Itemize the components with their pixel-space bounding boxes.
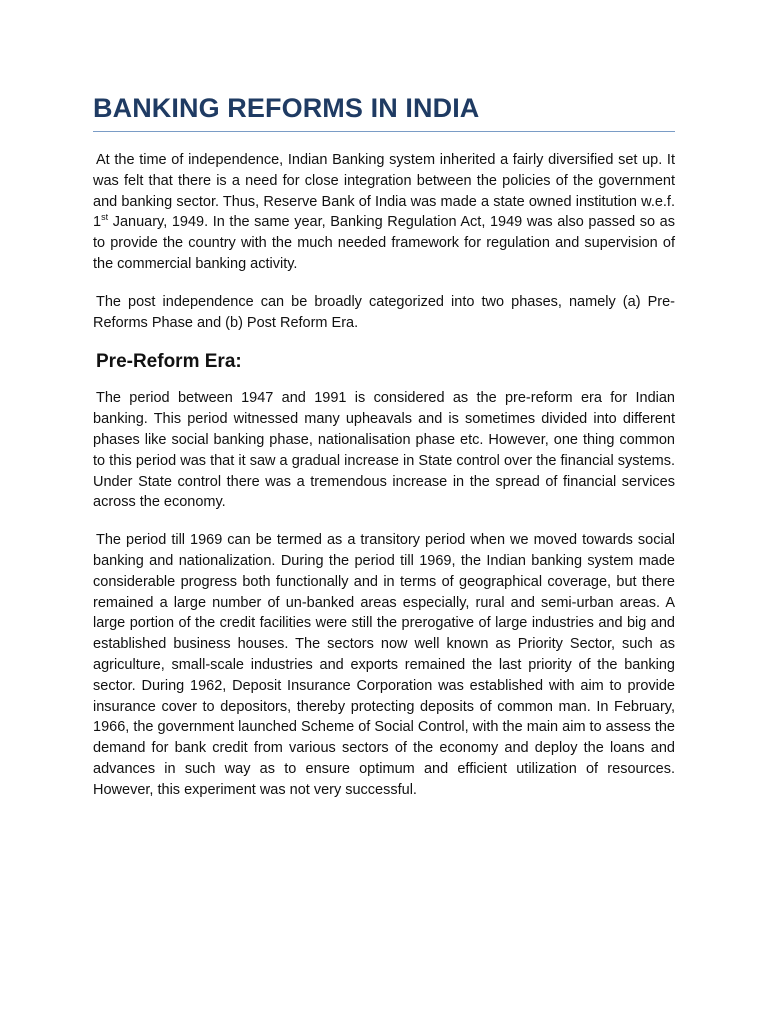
paragraph-text-continued: January, 1949. In the same year, Banking Regulation Act, 1949 was also passed so as to provide the country with the much needed framework for regulation and supervision of the commercial banking activity. [93, 214, 675, 272]
ordinal-superscript: st [101, 212, 109, 223]
section-heading-pre-reform: Pre-Reform Era: [96, 351, 242, 373]
page-title: BANKING REFORMS IN INDIA [93, 88, 675, 132]
paragraph-transitory-period: The period till 1969 can be termed as a transitory period when we moved towards social banking and nationalization. During the period till 1969, the Indian banking system made considerable progress both functionally and in terms of geographical coverage, but there remained a large number of un-banked areas especially, rural and semi-urban areas. A large portion of the credit facilities were still the prerogative of large industries and big and established business houses. The sectors now well known as Priority Sector, such as agriculture, small-scale industries and exports remained the last priority of the banking sector. During 1962, Deposit Insurance Corporation was established with aim to provide insurance cover to depositors, thereby protecting deposits of common man. In February, 1966, the government launched Scheme of Social Control, with the main aim to assess the demand for bank credit from various sectors of the economy and deploy the loans and advances in such way as to ensure optimum and efficient utilization of resources. However, this experiment was not very successful. [93, 532, 675, 798]
paragraph-independence [93, 150, 675, 275]
document-page [93, 88, 675, 801]
paragraph-phases: The post independence can be broadly categorized into two phases, namely (a) Pre-Reforms Phase and (b) Post Reform Era. [93, 293, 675, 331]
paragraph-text: At the time of independence, Indian Banking system inherited a fairly diversified set up. It was felt that there is a need for close integration between the policies of the government and banking sector. Thus, Reserve Bank of India was made a state owned institution w.e.f. 1 [93, 152, 675, 231]
paragraph-pre-reform-period: The period between 1947 and 1991 is considered as the pre-reform era for Indian banking. This period witnessed many upheavals and is sometimes divided into different phases like social banking phase, nationalisation phase etc. However, one thing common to this period was that it saw a gradual increase in State control over the financial systems. Under State control there was a tremendous increase in the spread of financial services across the economy. [93, 390, 675, 511]
